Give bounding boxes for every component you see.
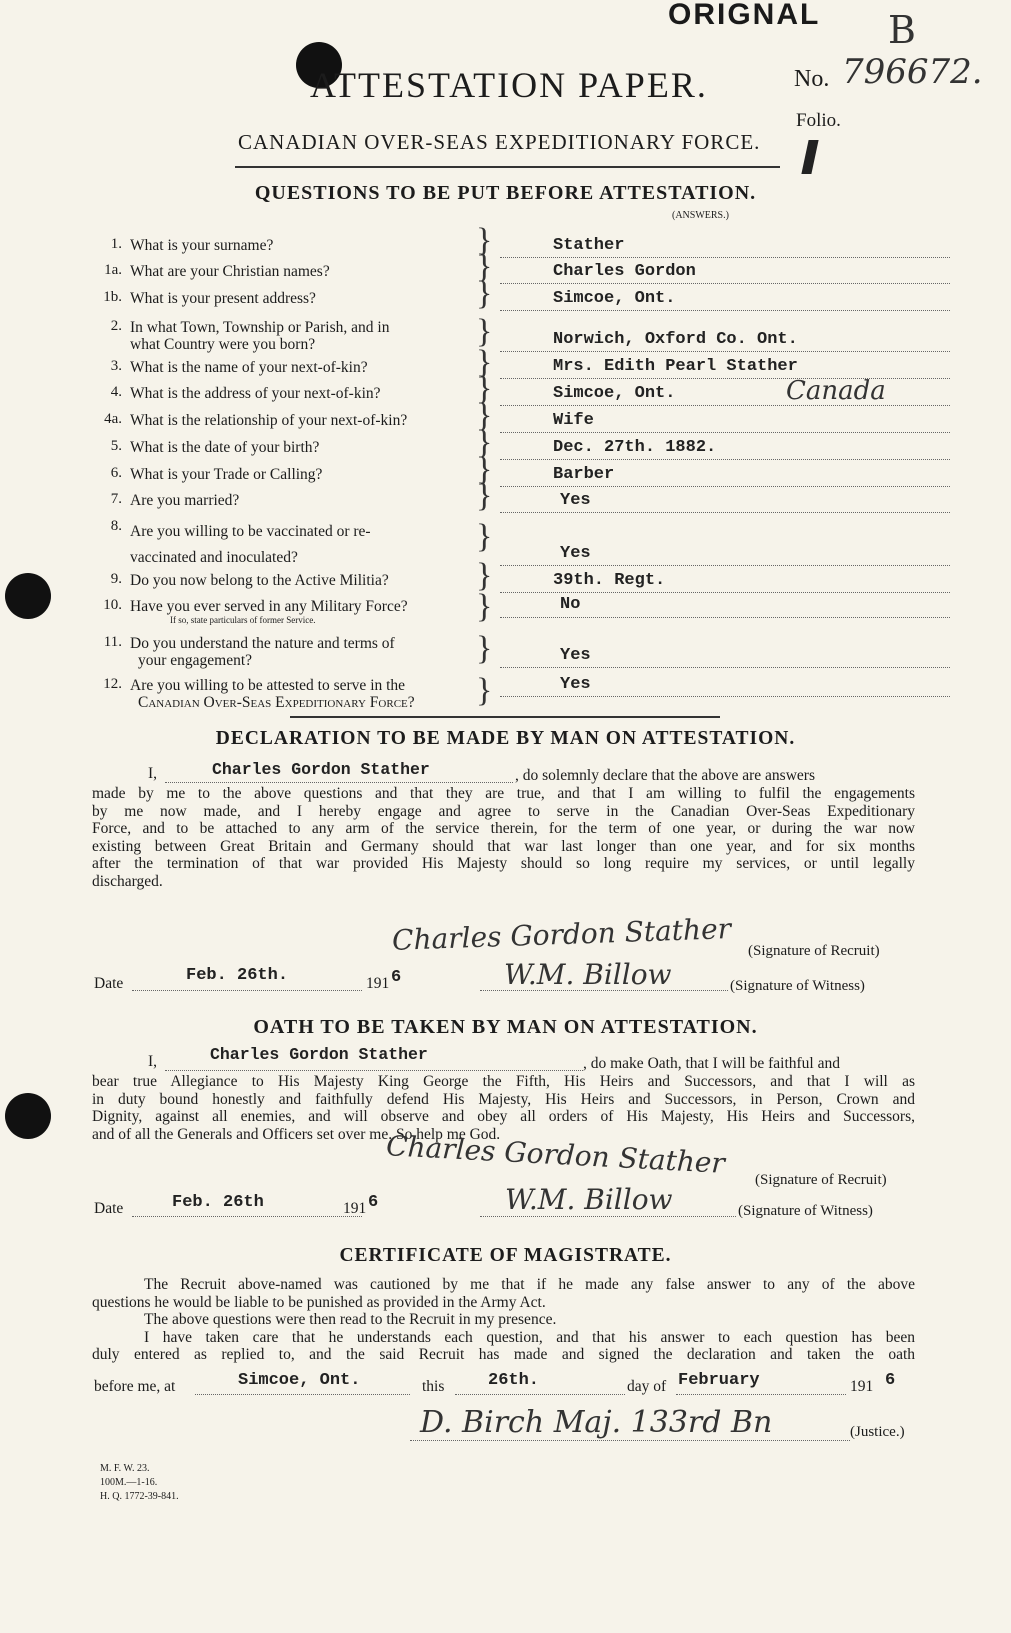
answer-line [500,310,950,311]
declaration-name: Charles Gordon Stather [212,760,430,779]
question-text [130,677,415,711]
oath-year-suffix: 6 [368,1193,379,1212]
question-brace: } [476,672,493,709]
oath-recruit-signature: Charles Gordon Stather [385,1129,726,1180]
question-brace: } [476,313,493,350]
document-subtitle: CANADIAN OVER-SEAS EXPEDITIONARY FORCE. [238,130,761,154]
regimental-number: 796672. [842,52,983,92]
question-text-line: In what Town, Township or Parish, and in [130,319,390,336]
day-line [455,1394,625,1395]
oath-year-prefix: 191 [343,1200,367,1217]
answer-line [500,405,950,406]
before-me-label: before me, at [94,1378,176,1395]
certificate-line: duly entered as replied to, and the said Recruit has made and signed the declaration and taken the oath [92,1346,915,1363]
question-number: 10. [103,597,122,613]
declaration-date-line [132,990,362,991]
question-brace: } [476,222,493,259]
question-text: Are you married? [130,492,240,509]
answer-line [500,486,950,487]
question-number: 1a. [104,262,122,278]
oath-signature-of-witness-label: (Signature of Witness) [738,1203,873,1219]
declaration-heading: DECLARATION TO BE MADE BY MAN ON ATTESTATION. [215,728,796,749]
answer-military-service: No [560,595,581,614]
certificate-body [92,1276,915,1364]
answer-kin-country: Canada [786,376,886,406]
question-note: If so, state particulars of former Service. [170,615,316,625]
question-text: Have you ever served in any Military Force? [130,598,408,615]
question-number: 4a. [104,411,122,427]
certificate-month: February [678,1371,760,1390]
question-text: What is your surname? [130,237,274,254]
answer-line [500,512,950,513]
answer-present-address: Simcoe, Ont. [553,289,676,308]
answer-next-of-kin: Mrs. Edith Pearl Stather [553,357,798,376]
certificate-year-suffix: 6 [885,1371,896,1390]
answer-christian-names: Charles Gordon [553,262,696,281]
oath-first-line: , do make Oath, that I will be faithful and [583,1055,840,1072]
answer-line [500,432,950,433]
question-text: What is the relationship of your next-of-kin? [130,412,408,429]
question-text: What is your Trade or Calling? [130,466,323,483]
justice-label: (Justice.) [850,1424,905,1440]
oath-i: I, [148,1053,158,1070]
magistrate-signature: D. Birch Maj. 133rd Bn [420,1405,773,1440]
answer-kin-address: Simcoe, Ont. [553,384,676,403]
oath-signature-of-recruit-label: (Signature of Recruit) [755,1172,887,1188]
answer-line [500,283,950,284]
certificate-line: The above questions were then read to the Recruit in my presence. [144,1311,557,1328]
answer-line [500,565,950,566]
question-brace: } [476,424,493,461]
answer-line [500,696,950,697]
question-brace: } [476,630,493,667]
answer-date-of-birth: Dec. 27th. 1882. [553,438,717,457]
answer-relationship: Wife [553,411,594,430]
oath-name-line [165,1070,583,1071]
declaration-line: made by me to the above questions and that they are true, and that I am willing to fulfil the engagements [92,785,915,802]
witness-signature: W.M. Billow [504,958,672,991]
declaration-year-prefix: 191 [366,975,390,992]
signature-of-recruit-label: (Signature of Recruit) [748,943,880,959]
answer-understand-terms: Yes [560,646,591,665]
question-number: 5. [110,438,122,454]
question-number: 6. [110,465,122,481]
question-text: What are your Christian names? [130,263,330,280]
oath-witness-signature: W.M. Billow [505,1183,673,1216]
certificate-line: questions he would be liable to be punished as provided in the Army Act. [92,1293,546,1311]
declaration-first-line: , do solemnly declare that the above are answers [515,767,815,784]
question-brace: } [476,370,493,407]
document-title: ATTESTATION PAPER. [310,65,708,105]
question-number: 1. [110,236,122,252]
oath-date-line [132,1216,362,1217]
hq-reference: H. Q. 1772-39-841. [100,1491,179,1502]
question-brace: } [476,518,493,555]
certificate-heading: CERTIFICATE OF MAGISTRATE. [339,1245,672,1266]
answer-line [500,257,950,258]
handwritten-letter: B [888,8,916,52]
day-of-label: day of [627,1378,667,1395]
oath-date-label: Date [94,1200,124,1217]
oath-witness-line [480,1216,736,1217]
question-text-line: Canadian Over-Seas Expeditionary Force? [138,694,415,711]
question-brace: } [476,248,493,285]
certificate-place: Simcoe, Ont. [238,1371,361,1390]
question-text [130,319,389,353]
declaration-name-line [165,782,513,783]
answer-line [500,592,950,593]
folio-mark [801,140,818,174]
question-text: What is the address of your next-of-kin? [130,385,381,402]
question-text-line: vaccinated and inoculated? [130,549,298,566]
answer-trade: Barber [553,465,615,484]
justice-line [410,1440,850,1441]
question-text: Do you now belong to the Active Militia? [130,572,389,589]
question-text-line: Are you willing to be attested to serve in the [130,677,406,694]
question-number: 8. [110,518,122,534]
question-brace: } [476,397,493,434]
month-line [676,1394,846,1395]
question-number: 7. [110,491,122,507]
question-text [130,635,395,669]
question-text: What is your present address? [130,290,316,307]
oath-line: bear true Allegiance to His Majesty King George the Fifth, His Heirs and Successors, and that I will as [92,1073,915,1090]
punch-hole-left-upper [5,573,51,619]
recruit-signature: Charles Gordon Stather [391,912,732,957]
question-number: 2. [110,318,122,334]
declaration-line: existing between Great Britain and Germany should that war last longer than one year, and for six months [92,837,915,855]
question-number: 3. [110,358,122,374]
question-brace: } [476,588,493,625]
answer-line [500,617,950,618]
declaration-i: I, [148,765,158,782]
answer-birthplace: Norwich, Oxford Co. Ont. [553,330,798,349]
witness-line [480,990,728,991]
question-brace: } [476,477,493,514]
answer-active-militia: 39th. Regt. [553,571,666,590]
question-brace: } [476,451,493,488]
declaration-year-suffix: 6 [391,968,402,987]
questions-divider [290,716,720,718]
oath-line: Dignity, against all enemies, and will observe and obey all orders of His Majesty, His Heirs and Successors, [92,1108,915,1125]
question-number: 1b. [103,289,122,305]
question-text-line: your engagement? [138,652,253,669]
certificate-year-prefix: 191 [850,1378,874,1395]
form-number: M. F. W. 23. [100,1463,150,1474]
question-brace: } [476,275,493,312]
question-text [130,519,371,571]
punch-hole-left-lower [5,1093,51,1139]
answers-label: (ANSWERS.) [672,210,729,221]
answer-vaccinated: Yes [560,544,591,563]
declaration-line: after the termination of that war provided His Majesty should so long require my services, or until legally [92,855,915,872]
question-number: 11. [103,634,122,650]
declaration-date: Feb. 26th. [186,966,289,985]
declaration-date-label: Date [94,975,124,992]
oath-body [92,1073,915,1143]
question-text-line: Are you willing to be vaccinated or re- [130,523,371,540]
oath-heading: OATH TO BE TAKEN BY MAN ON ATTESTATION. [253,1016,758,1038]
oath-date: Feb. 26th [172,1193,264,1212]
answer-married: Yes [560,491,591,510]
question-text-line: what Country were you born? [130,336,316,353]
place-line [195,1394,410,1395]
this-label: this [422,1378,445,1395]
question-text: What is the date of your birth? [130,439,320,456]
oath-line: and of all the Generals and Officers set over me. So help me God. [92,1125,501,1143]
question-number: 12. [103,676,122,692]
question-brace: } [476,344,493,381]
declaration-line: by me now made, and I hereby engage and agree to serve in the Canadian Over-Seas Expeditionary [92,802,915,820]
question-number: 9. [110,571,122,587]
oath-line: in duty bound honestly and faithfully defend His Majesty, His Heirs and Successors, in Person, Crown and [92,1090,915,1108]
header-divider [235,166,780,168]
certificate-line: The Recruit above-named was cautioned by me that if he made any false answer to any of the above [144,1276,915,1293]
oath-name: Charles Gordon Stather [210,1045,428,1064]
question-text: What is the name of your next-of-kin? [130,359,368,376]
original-stamp: ORIGNAL [668,0,821,31]
questions-heading: QUESTIONS TO BE PUT BEFORE ATTESTATION. [254,182,757,204]
declaration-line: discharged. [92,872,163,890]
answer-line [500,459,950,460]
question-text-line: Do you understand the nature and terms of [130,635,395,652]
certificate-day: 26th. [488,1371,540,1390]
answer-surname: Stather [553,236,625,255]
number-label: No. [794,66,830,92]
folio-label: Folio. [796,110,841,131]
question-number: 4. [110,384,122,400]
print-run: 100M.—1-16. [100,1477,158,1488]
declaration-line: Force, and to be attached to any arm of the service therein, for the term of one year, or during the war now [92,820,915,837]
signature-of-witness-label: (Signature of Witness) [730,978,865,994]
declaration-body [92,785,915,890]
answer-willing-to-serve: Yes [560,675,591,694]
answer-line [500,667,950,668]
certificate-line: I have taken care that he understands each question, and that his answer to each question has been [144,1328,915,1346]
answer-line [500,351,950,352]
question-brace: } [476,557,493,594]
